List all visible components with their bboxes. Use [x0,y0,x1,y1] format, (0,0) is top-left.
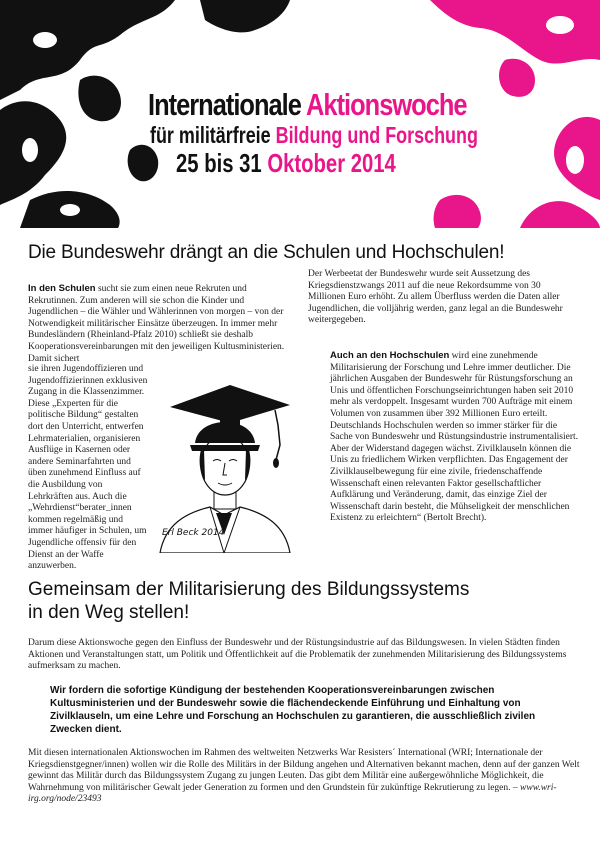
action-week-paragraph: Darum diese Aktionswoche gegen den Einfluss der Bundeswehr und der Rüstungsindustrie auf das Bildungswesen. In vielen Städten finden Aktionen und Veranstaltungen statt, um Politik und Öffentlichkeit auf die Problematik der zunehmenden Militarisierung des Bildungssystems aufmerksam zu machen. [28,638,567,672]
graduate-cartoon [150,365,298,553]
header-banner [0,0,600,228]
demand-statement: Wir fordern die sofortige Kündigung der bestehenden Kooperationsvereinbarungen zwischen Kultusministerien und der Bundeswehr sowie die flächendeckende Einführung und Einhaltung von Zivilklauseln, um eine Lehre und Forschung an Hochschulen zu garantieren, die ausschließlich zivilen Zwecken dient. [50,685,536,735]
section2-heading-line2: in den Weg stellen! [28,602,190,623]
event-title [148,88,588,178]
wri-text: Mit diesen internationalen Aktionswochen im Rahmen des weltweiten Netzwerks War Resisters´ International (WRI; Internationale der Kriegsdienstgegner/innen) wollen wir die Rolle des Militärs in der Bildung angehen und Alternativen bekannt machen, denn auf der ganzen Welt gewinnt das Militär durch das Bildungssystem Zugang zu jungen Leuten. Das gibt dem Militär eine außergewöhnliche Möglichkeit, die Wahrnehmung von militärischer Gewalt jeder Generation zu formen und den Grundstein für zukünftige Rekrutierung zu legen. – [28,748,580,793]
wri-paragraph [28,748,588,806]
universities-lead: Auch an den Hochschulen [330,350,450,361]
graduate-helmet-drawing [150,365,298,553]
title-line-1 [148,88,509,122]
section2-heading [28,578,588,624]
title-line-3 [176,148,497,178]
schools-text: sucht sie zum einen neue Rekruten und Rekrutinnen. Zum anderen will sie schon die Kinder und Jugendlichen – die Wähler und Wählerinnen von morgen – von der Notwendigkeit militärischer Einsätze überzeugen. In immer mehr Bundesländern (Rheinland-Pfalz 2010) schließt sie deshalb Kooperationsvereinbarungen mit den jeweiligen Kultusministerien. Damit sichert [28,284,285,364]
advertising-paragraph: Der Werbeetat der Bundeswehr wurde seit Aussetzung des Kriegsdienstzwangs 2011 auf die neue Rekordsumme von 30 Millionen Euro erhöht. Zu allem Überfluss werden die Daten aller Jugendlichen, die volljährig werden, ganz legal an die Bundeswehr weitergegeben. [308,269,563,326]
title-date-range: 25 bis 31 [176,148,262,178]
schools-paragraph-narrow: sie ihren Jugendoffizieren und Jugendoffizierinnen exklusiven Zugang in die Klassenzimmer. Diese „Experten für die politische Bildung“ gestalten dort den Unterricht, entwerfen Lehrmaterialien, organisieren Ausflüge in Kasernen oder andere Seminarfahrten und üben zunehmend Einfluss auf die Ausbildung von Lehrkräften aus. Auch die „Wehrdienst“berater_innen kommen regelmäßig und immer häufiger in Schulen, um Jugendliche offensiv für den Dienst an der Waffe anzuwerben. [28,364,148,572]
title-month-year: Oktober 2014 [267,148,396,178]
schools-lead: In den Schulen [28,283,96,294]
schools-paragraph-wide [28,283,290,365]
section2-heading-line1: Gemeinsam der Militarisierung des Bildungssystems [28,579,470,600]
cartoon-signature: Erl Beck 2014 [162,528,225,538]
universities-text: wird eine zunehmende Militarisierung der Forschung und Lehre immer deutlicher. Die jährlichen Ausgaben der Bundeswehr für Rüstungsforschung an Unis und öffentlichen Forschungseinrichtungen haben seit 2010 mehr als verdoppelt. Insgesamt wurden 700 Aufträge mit einem Volumen von zusammen über 392 Millionen Euro erteilt. Deutschlands Hochschulen werden so immer stärker für die Sache von Bundeswehr und Rüstungsindustrie instrumentalisiert. Aber der Widerstand dagegen wächst. Zivilklauseln können die Unis zu friedlichem Wirken verpflichten. Das Engagement der Zivilklauselbewegung für eine zivile, friedenschaffende Wissenschaft einen relevanten Faktor gesellschaftlicher Aufklärung und Veränderung, damit, das einzige Ziel der Wissenschaft darin besteht, die Mühseligkeit der menschlichen Existenz zu erleichtern“ (Bertolt Brecht). [330,351,579,524]
title-aktionswoche: Aktionswoche [306,87,467,122]
title-line-2 [150,122,492,148]
title-internationale: Internationale [148,87,301,122]
title-bildung: Bildung und Forschung [275,122,478,148]
wri-url-link[interactable]: www.wri-irg.org/node/23493 [28,782,557,805]
section1-heading: Die Bundeswehr drängt an die Schulen und Hochschulen! [28,242,505,263]
title-militaerfreie: für militärfreie [150,122,271,148]
universities-paragraph [330,350,580,525]
